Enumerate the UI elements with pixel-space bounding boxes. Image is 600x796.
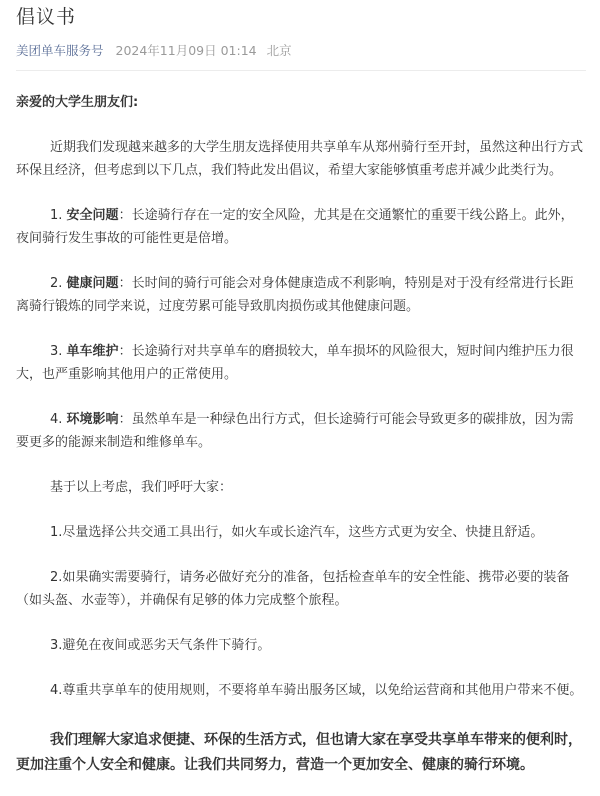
account-link[interactable]: 美团单车服务号 xyxy=(16,43,104,58)
suggestion-item: 3.避免在夜间或恶劣天气条件下骑行。 xyxy=(50,638,271,653)
article-meta xyxy=(16,40,586,62)
concern-text: ：长时间的骑行可能会对身体健康造成不利影响，特别是对于没有经常进行长距离骑行锻炼的同学来说，过度劳累可能导致肌肉损伤或其他健康问题。 xyxy=(16,276,574,314)
concern-text: ：虽然单车是一种绿色出行方式，但长途骑行可能会导致更多的碳排放，因为需要更多的能源来制造和维修单车。 xyxy=(16,412,574,450)
salutation: 亲爱的大学生朋友们: xyxy=(16,95,139,110)
concern-item xyxy=(16,340,586,386)
article-content xyxy=(16,91,586,778)
concern-text: ：长途骑行存在一定的安全风险，尤其是在交通繁忙的重要干线公路上。此外，夜间骑行发生事故的可能性更是倍增。 xyxy=(16,208,574,246)
concern-title: 健康问题 xyxy=(66,276,119,291)
closing-paragraph: 我们理解大家追求便捷、环保的生活方式，但也请大家在享受共享单车带来的便利时，更加注重个人安全和健康。让我们共同努力，营造一个更加安全、健康的骑行环境。 xyxy=(16,732,582,773)
concern-number: 4. xyxy=(50,412,67,427)
concern-item xyxy=(16,408,586,454)
suggestion-item: 2.如果确实需要骑行，请务必做好充分的准备，包括检查单车的安全性能、携带必要的装备（如头盔、水壶等），并确保有足够的体力完成整个旅程。 xyxy=(16,570,570,608)
concern-title: 安全问题 xyxy=(66,208,119,223)
concern-text: ：长途骑行对共享单车的磨损较大，单车损坏的风险很大，短时间内维护压力很大，也严重影响其他用户的正常使用。 xyxy=(16,344,574,382)
call-intro: 基于以上考虑，我们呼吁大家： xyxy=(50,480,233,495)
concern-title: 环境影响 xyxy=(66,412,119,427)
suggestion-item: 1.尽量选择公共交通工具出行，如火车或长途汽车，这些方式更为安全、快捷且舒适。 xyxy=(50,525,544,540)
suggestion-item: 4.尊重共享单车的使用规则，不要将单车骑出服务区域，以免给运营商和其他用户带来不便。 xyxy=(50,683,583,698)
publish-location: 北京 xyxy=(266,43,292,58)
concern-title: 单车维护 xyxy=(66,344,119,359)
concern-number: 2. xyxy=(50,276,67,291)
intro-paragraph: 近期我们发现越来越多的大学生朋友选择使用共享单车从郑州骑行至开封，虽然这种出行方式环保且经济，但考虑到以下几点，我们特此发出倡议，希望大家能够慎重考虑并减少此类行为。 xyxy=(16,140,584,178)
concern-item xyxy=(16,272,586,318)
concern-number: 1. xyxy=(50,208,67,223)
concern-number: 3. xyxy=(50,344,67,359)
publish-date: 2024年11月09日 01:14 xyxy=(115,43,257,58)
concern-item xyxy=(16,204,586,250)
article-title: 倡议书 xyxy=(16,6,77,28)
header-divider xyxy=(16,70,586,71)
